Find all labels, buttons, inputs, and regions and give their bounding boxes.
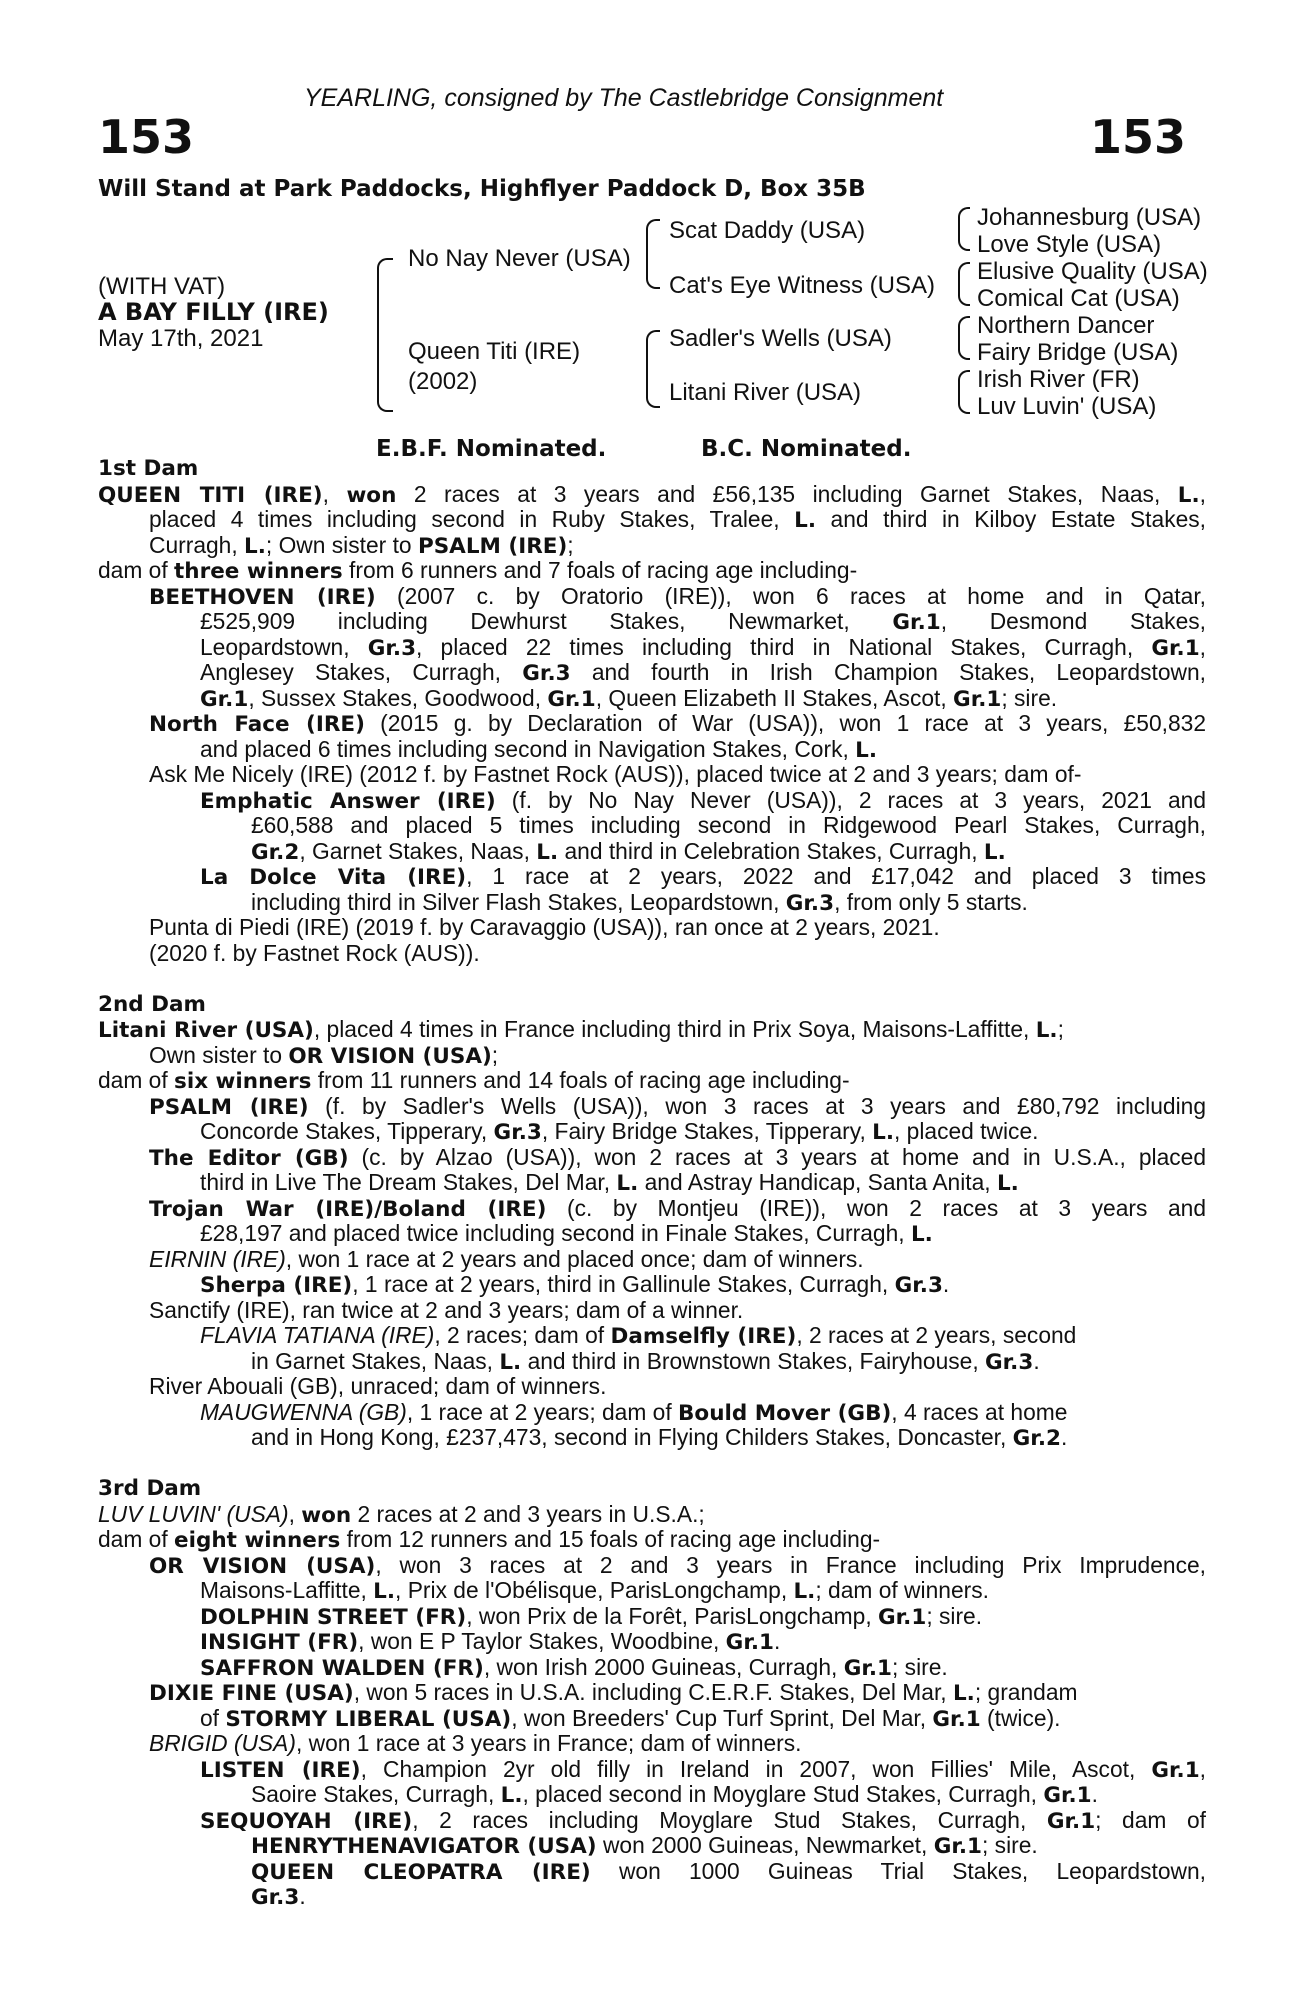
pedigree-text-line: [98, 1884, 1206, 1910]
bold-text: L.: [855, 737, 878, 763]
pedigree-dam-year: (2002): [408, 368, 478, 395]
text: ; dam of winners.: [815, 1577, 989, 1603]
pedigree-text-line: [98, 558, 1206, 584]
ebf-nomination: E.B.F. Nominated.: [376, 436, 607, 462]
bold-text: Sherpa (IRE): [200, 1273, 353, 1298]
bold-text: North Face (IRE): [149, 712, 365, 737]
text: (c. by Alzao (USA)), won 2 races at 3 years at home and in U.S.A., placed: [348, 1144, 1206, 1170]
bold-text: BEETHOVEN (IRE): [149, 584, 376, 609]
pedigree-text-line: [98, 660, 1206, 686]
section-heading: 1st Dam: [98, 456, 199, 481]
pedigree-text-line: [98, 737, 1206, 763]
text: and placed 6 times including second in Navigation Stakes, Cork,: [200, 735, 856, 762]
bold-text: Gr.3: [367, 635, 417, 660]
text: , 2 races at 2 years, second: [796, 1322, 1077, 1348]
pedigree-sire-sire: Scat Daddy (USA): [669, 217, 866, 244]
pedigree-text-line: [98, 1731, 1206, 1757]
bold-text: The Editor (GB): [149, 1145, 349, 1170]
text: Leopardstown,: [200, 634, 368, 660]
bold-text: Emphatic Answer (IRE): [200, 788, 496, 813]
pedigree-text-line: [98, 1502, 1206, 1528]
text: placed 4 times including second in Ruby Stakes, Tralee,: [149, 507, 795, 532]
bold-text: won: [301, 1502, 352, 1528]
vat-note: (WITH VAT): [98, 273, 226, 300]
pedigree-text-line: [98, 1043, 1206, 1069]
bc-nomination: B.C. Nominated.: [701, 436, 912, 462]
text: ; sire.: [926, 1602, 983, 1629]
foaling-date: May 17th, 2021: [98, 325, 264, 352]
text: and third in Brownstown Stakes, Fairyhouse,: [521, 1347, 985, 1374]
text: , 2 races; dam of: [434, 1322, 611, 1348]
bold-text: Trojan War (IRE)/Boland (IRE): [149, 1196, 547, 1221]
pedigree-sire: No Nay Never (USA): [408, 245, 631, 272]
pedigree-text-line: [98, 1527, 1206, 1553]
text: ; Own sister to: [265, 531, 418, 558]
bold-text: L.: [616, 1171, 639, 1196]
bold-text: Gr.1: [1151, 635, 1200, 660]
bold-text: DIXIE FINE (USA): [149, 1681, 354, 1706]
bold-text: L.: [244, 533, 266, 559]
bold-text: Gr.1: [1151, 1757, 1200, 1782]
bold-text: L.: [373, 1579, 396, 1604]
text: Maisons-Laffitte,: [200, 1577, 374, 1603]
lot-number-left: 153: [98, 110, 195, 164]
pedigree-text-line: [98, 686, 1206, 712]
bold-text: Gr.2: [251, 839, 300, 865]
bold-text: Gr.3: [493, 1120, 542, 1145]
text: £525,909 including Dewhurst Stakes, Newmarket,: [200, 609, 893, 634]
pedigree-text-line: [98, 635, 1206, 661]
pedigree-text-line: [98, 1553, 1206, 1579]
text: .: [1033, 1347, 1040, 1374]
bold-text: Gr.1: [200, 686, 249, 712]
pedigree-text-line: [98, 1221, 1206, 1247]
text: , Garnet Stakes, Naas,: [299, 837, 537, 864]
text: Own sister to: [149, 1041, 289, 1068]
text: ; dam of: [1095, 1807, 1206, 1833]
text: , 2 races including Moyglare Stud Stakes, Curragh,: [412, 1807, 1047, 1833]
text: and third in Kilboy Estate Stakes,: [816, 507, 1206, 532]
text: , placed twice.: [894, 1118, 1039, 1144]
bold-text: Gr.1: [932, 1706, 981, 1732]
text: and Astray Handicap, Santa Anita,: [638, 1169, 997, 1195]
bold-text: L.: [794, 508, 817, 533]
text: , won 5 races in U.S.A. including C.E.R.F. Stakes, Del Mar,: [353, 1679, 953, 1705]
pedigree-text-line: [98, 1680, 1206, 1706]
pedigree-text-line: [98, 533, 1206, 559]
pedigree-text-line: [98, 1196, 1206, 1222]
text: , placed second in Moyglare Stud Stakes, Curragh,: [522, 1781, 1044, 1807]
text: .: [942, 1271, 950, 1297]
section-heading: 3rd Dam: [98, 1476, 202, 1501]
text: dam of: [98, 557, 175, 583]
bold-text: L.: [499, 1349, 522, 1375]
pedigree-brace-sd: [958, 262, 970, 306]
bold-text: three winners: [174, 559, 343, 584]
text: ; sire.: [982, 1832, 1038, 1858]
text: ;: [491, 1041, 499, 1068]
text: .: [1060, 1424, 1068, 1450]
lot-number-right: 153: [1090, 110, 1187, 164]
bold-text: QUEEN CLEOPATRA (IRE): [251, 1859, 591, 1884]
pedigree-text-line: [98, 1272, 1206, 1298]
pedigree-brace-dam: [646, 330, 660, 408]
text: 2 races at 2 and 3 years in U.S.A.;: [351, 1500, 705, 1527]
bold-text: L.: [910, 1222, 933, 1247]
text: , won 1 race at 3 years in France; dam of winners.: [295, 1730, 802, 1756]
text: 2 races at 3 years and £56,135 including Garnet Stakes, Naas,: [396, 481, 1178, 507]
pedigree-text-line: [98, 1094, 1206, 1120]
section-gap: [98, 966, 1206, 992]
text: .: [1091, 1781, 1098, 1807]
text: ,: [1199, 1756, 1206, 1782]
pedigree-text-line: [98, 1323, 1206, 1349]
bold-text: Damselfly (IRE): [610, 1324, 797, 1349]
text: Punta di Piedi (IRE) (2019 f. by Caravaggio (USA)), ran once at 2 years, 2021.: [149, 914, 940, 940]
text: , Queen Elizabeth II Stakes, Ascot,: [595, 684, 954, 711]
bold-text: L.: [983, 839, 1006, 865]
bold-text: eight winners: [174, 1528, 341, 1553]
pedigree-brace-ds: [958, 316, 970, 360]
text: (f. by Sadler's Wells (USA)), won 3 races at 3 years and £80,792 including: [308, 1093, 1206, 1119]
bold-text: PSALM (IRE): [149, 1094, 309, 1119]
text: ,: [1199, 481, 1206, 507]
pedigree-text-line: [98, 1298, 1206, 1324]
pedigree-text-line: [98, 1349, 1206, 1375]
pedigree-text-line: [98, 584, 1206, 610]
text: (2007 c. by Oratorio (IRE)), won 6 races at home and in Qatar,: [375, 583, 1206, 609]
bold-text: Gr.3: [251, 1885, 300, 1910]
pedigree-ds-dam: Fairy Bridge (USA): [977, 339, 1179, 366]
bold-text: Gr.1: [892, 610, 941, 635]
bold-text: L.: [1177, 482, 1200, 507]
pedigree-text-line: [98, 507, 1206, 533]
pedigree-ss-sire: Johannesburg (USA): [977, 204, 1202, 231]
bold-text: Gr.3: [785, 890, 835, 916]
bold-text: Litani River (USA): [98, 1018, 314, 1043]
pedigree-text-line: [98, 1782, 1206, 1808]
pedigree-brace-dd: [958, 370, 970, 414]
bold-text: Gr.1: [843, 1655, 892, 1681]
pedigree-dd-dam: Luv Luvin' (USA): [977, 393, 1157, 420]
pedigree-text-line: [98, 1374, 1206, 1400]
text: ,: [1199, 634, 1206, 660]
text: ;: [1057, 1016, 1064, 1042]
pedigree-text-line: [98, 1145, 1206, 1171]
text: dam of: [98, 1526, 175, 1552]
text: Saoire Stakes, Curragh,: [251, 1781, 501, 1807]
text: (2020 f. by Fastnet Rock (AUS)).: [149, 939, 480, 966]
text: , Sussex Stakes, Goodwood,: [248, 684, 548, 711]
bold-text: L.: [996, 1171, 1019, 1196]
bold-text: Gr.1: [933, 1834, 982, 1859]
text: Curragh,: [149, 531, 245, 558]
horse-name: A BAY FILLY (IRE): [98, 298, 329, 326]
text: , Prix de l'Obélisque, ParisLongchamp,: [395, 1577, 794, 1603]
text: , placed 4 times in France including third in Prix Soya, Maisons-Laffitte,: [313, 1016, 1036, 1042]
bold-text: QUEEN TITI (IRE): [98, 482, 323, 507]
text: , from only 5 starts.: [834, 888, 1028, 915]
pedigree-text-line: [98, 1119, 1206, 1145]
text: ;: [567, 531, 574, 558]
text: , won Irish 2000 Guineas, Curragh,: [483, 1653, 844, 1680]
bold-text: six winners: [174, 1069, 312, 1094]
text: , won 1 race at 2 years and placed once; dam of winners.: [285, 1245, 864, 1272]
bold-text: Gr.3: [985, 1349, 1034, 1375]
bold-text: Gr.2: [1012, 1426, 1061, 1451]
text: of: [200, 1704, 226, 1731]
text: third in Live The Dream Stakes, Del Mar,: [200, 1169, 617, 1195]
text: , 1 race at 2 years; dam of: [406, 1398, 679, 1425]
bold-text: DOLPHIN STREET (FR): [200, 1604, 467, 1630]
pedigree-text-line: [98, 788, 1206, 814]
text: Anglesey Stakes, Curragh,: [200, 660, 523, 685]
italic-text: FLAVIA TATIANA (IRE): [200, 1322, 435, 1348]
pedigree-text-line: [98, 609, 1206, 635]
pedigree-text-line: [98, 1578, 1206, 1604]
bold-text: Gr.3: [894, 1273, 943, 1298]
pedigree-text-line: [98, 1629, 1206, 1655]
pedigree-dam-sire: Sadler's Wells (USA): [669, 325, 892, 352]
bold-text: INSIGHT (FR): [200, 1630, 359, 1655]
bold-text: L.: [793, 1579, 816, 1604]
bold-text: SAFFRON WALDEN (FR): [200, 1655, 484, 1681]
pedigree-text-line: [98, 1170, 1206, 1196]
pedigree-brace-gen1: [377, 258, 393, 412]
pedigree-text-line: [98, 941, 1206, 967]
bold-text: Gr.3: [522, 661, 571, 686]
text: , won 3 races at 2 and 3 years in France including Prix Imprudence,: [375, 1552, 1206, 1578]
text: .: [299, 1883, 306, 1909]
bold-text: L.: [500, 1783, 523, 1808]
text: including third in Silver Flash Stakes, Leopardstown,: [251, 888, 786, 915]
text: , 1 race at 2 years, 2022 and £17,042 and placed 3 times: [466, 864, 1206, 889]
text: and in Hong Kong, £237,473, second in Flying Childers Stakes, Doncaster,: [251, 1424, 1013, 1450]
pedigree-text-line: [98, 1808, 1206, 1834]
pedigree-text-line: [98, 915, 1206, 941]
text: ,: [288, 1500, 302, 1527]
text: ; sire.: [1001, 684, 1058, 711]
text: won 2000 Guineas, Newmarket,: [596, 1832, 934, 1858]
bold-text: SEQUOYAH (IRE): [200, 1808, 413, 1833]
bold-text: won: [346, 482, 397, 507]
pedigree-text-line: [98, 1833, 1206, 1859]
text: Sanctify (IRE), ran twice at 2 and 3 years; dam of a winner.: [149, 1296, 744, 1323]
text: from 6 runners and 7 foals of racing age including-: [342, 557, 858, 583]
italic-text: BRIGID (USA): [149, 1730, 296, 1756]
text: (f. by No Nay Never (USA)), 2 races at 3 years, 2021 and: [495, 787, 1206, 813]
text: dam of: [98, 1067, 175, 1093]
text: ; sire.: [892, 1653, 948, 1680]
text: from 12 runners and 15 foals of racing age including-: [340, 1526, 881, 1552]
bold-text: Gr.1: [878, 1604, 927, 1630]
pedigree-text-line: [98, 1068, 1206, 1094]
pedigree-text-line: [98, 1425, 1206, 1451]
pedigree-dam: Queen Titi (IRE): [408, 338, 581, 365]
text: .: [773, 1628, 781, 1654]
pedigree-text-line: [98, 864, 1206, 890]
pedigree-text-line: [98, 1604, 1206, 1630]
bold-text: HENRYTHENAVIGATOR (USA): [251, 1834, 597, 1859]
bold-text: L.: [952, 1681, 975, 1706]
text: , won Prix de la Forêt, ParisLongchamp,: [466, 1602, 878, 1629]
pedigree-text-line: [98, 711, 1206, 737]
pedigree-brace-sire: [646, 219, 660, 289]
text: Concorde Stakes, Tipperary,: [200, 1118, 494, 1144]
text: from 11 runners and 14 foals of racing age including-: [311, 1067, 850, 1093]
bold-text: La Dolce Vita (IRE): [200, 865, 467, 890]
text: (c. by Montjeu (IRE)), won 2 races at 3 years and: [546, 1195, 1206, 1221]
italic-text: MAUGWENNA (GB): [200, 1398, 407, 1425]
text: Ask Me Nicely (IRE) (2012 f. by Fastnet Rock (AUS)), placed twice at 2 and 3 years; dam of-: [149, 761, 1082, 787]
text: , Fairy Bridge Stakes, Tipperary,: [541, 1118, 873, 1144]
bold-text: Gr.1: [953, 686, 1002, 712]
text: (twice).: [980, 1704, 1061, 1731]
pedigree-text-line: [98, 1017, 1206, 1043]
bold-text: Bould Mover (GB): [678, 1400, 892, 1426]
pedigree-sire-dam: Cat's Eye Witness (USA): [669, 272, 935, 299]
text: £28,197 and placed twice including second in Finale Stakes, Curragh,: [200, 1220, 911, 1246]
text: ,: [322, 481, 347, 507]
text: , Desmond Stakes,: [940, 609, 1206, 634]
pedigree-sd-dam: Comical Cat (USA): [977, 285, 1180, 312]
pedigree-ds-sire: Northern Dancer: [977, 312, 1155, 339]
text: , 4 races at home: [891, 1398, 1068, 1425]
text: , 1 race at 2 years, third in Gallinule Stakes, Curragh,: [352, 1271, 895, 1297]
text: and third in Celebration Stakes, Curragh,: [558, 837, 984, 864]
pedigree-dam-dam: Litani River (USA): [669, 379, 862, 406]
bold-text: Gr.1: [1043, 1783, 1092, 1808]
bold-text: PSALM (IRE): [417, 533, 568, 559]
stable-location: Will Stand at Park Paddocks, Highflyer Paddock D, Box 35B: [98, 176, 866, 202]
text: and fourth in Irish Champion Stakes, Leopardstown,: [570, 660, 1206, 685]
bold-text: OR VISION (USA): [149, 1553, 376, 1578]
bold-text: L.: [872, 1120, 894, 1145]
text: won 1000 Guineas Trial Stakes, Leopardstown,: [590, 1858, 1206, 1884]
bold-text: L.: [536, 839, 559, 865]
text: , Champion 2yr old filly in Ireland in 2007, won Fillies' Mile, Ascot,: [360, 1756, 1152, 1782]
text: ; grandam: [974, 1679, 1078, 1705]
pedigree-ss-dam: Love Style (USA): [977, 231, 1162, 258]
bold-text: Gr.1: [1046, 1808, 1096, 1833]
bold-text: L.: [1035, 1018, 1058, 1043]
pedigree-text-line: [98, 839, 1206, 865]
italic-text: LUV LUVIN' (USA): [98, 1500, 289, 1527]
pedigree-text-line: [98, 1706, 1206, 1732]
pedigree-text-line: [98, 1247, 1206, 1273]
text: River Abouali (GB), unraced; dam of winners.: [149, 1373, 607, 1399]
bold-text: STORMY LIBERAL (USA): [225, 1706, 512, 1732]
pedigree-text-line: [98, 482, 1206, 508]
italic-text: EIRNIN (IRE): [149, 1245, 286, 1272]
pedigree-text-line: [98, 1655, 1206, 1681]
pedigree-text-line: [98, 813, 1206, 839]
pedigree-text-line: [98, 762, 1206, 788]
section-heading: 2nd Dam: [98, 991, 206, 1017]
pedigree-dd-sire: Irish River (FR): [977, 366, 1140, 393]
pedigree-brace-ss: [958, 207, 970, 251]
pedigree-text-line: [98, 890, 1206, 916]
text: , won Breeders' Cup Turf Sprint, Del Mar,: [511, 1704, 933, 1731]
text: , won E P Taylor Stakes, Woodbine,: [358, 1628, 726, 1654]
text: £60,588 and placed 5 times including second in Ridgewood Pearl Stakes, Curragh,: [251, 813, 1206, 838]
section-gap: [98, 1451, 1206, 1477]
bold-text: OR VISION (USA): [288, 1043, 492, 1069]
pedigree-text-line: [98, 1757, 1206, 1783]
bold-text: Gr.1: [547, 686, 596, 712]
catalogue-body: [98, 456, 1206, 1910]
pedigree-text-line: [98, 1400, 1206, 1426]
consignment-subtitle: YEARLING, consigned by The Castlebridge Consignment: [304, 84, 944, 112]
text: , placed 22 times including third in National Stakes, Curragh,: [416, 634, 1152, 660]
bold-text: Gr.1: [725, 1630, 774, 1655]
pedigree-sd-sire: Elusive Quality (USA): [977, 258, 1208, 285]
pedigree-text-line: [98, 1859, 1206, 1885]
text: (2015 g. by Declaration of War (USA)), won 1 race at 3 years, £50,832: [364, 711, 1206, 736]
text: in Garnet Stakes, Naas,: [251, 1347, 500, 1374]
bold-text: LISTEN (IRE): [200, 1757, 361, 1782]
